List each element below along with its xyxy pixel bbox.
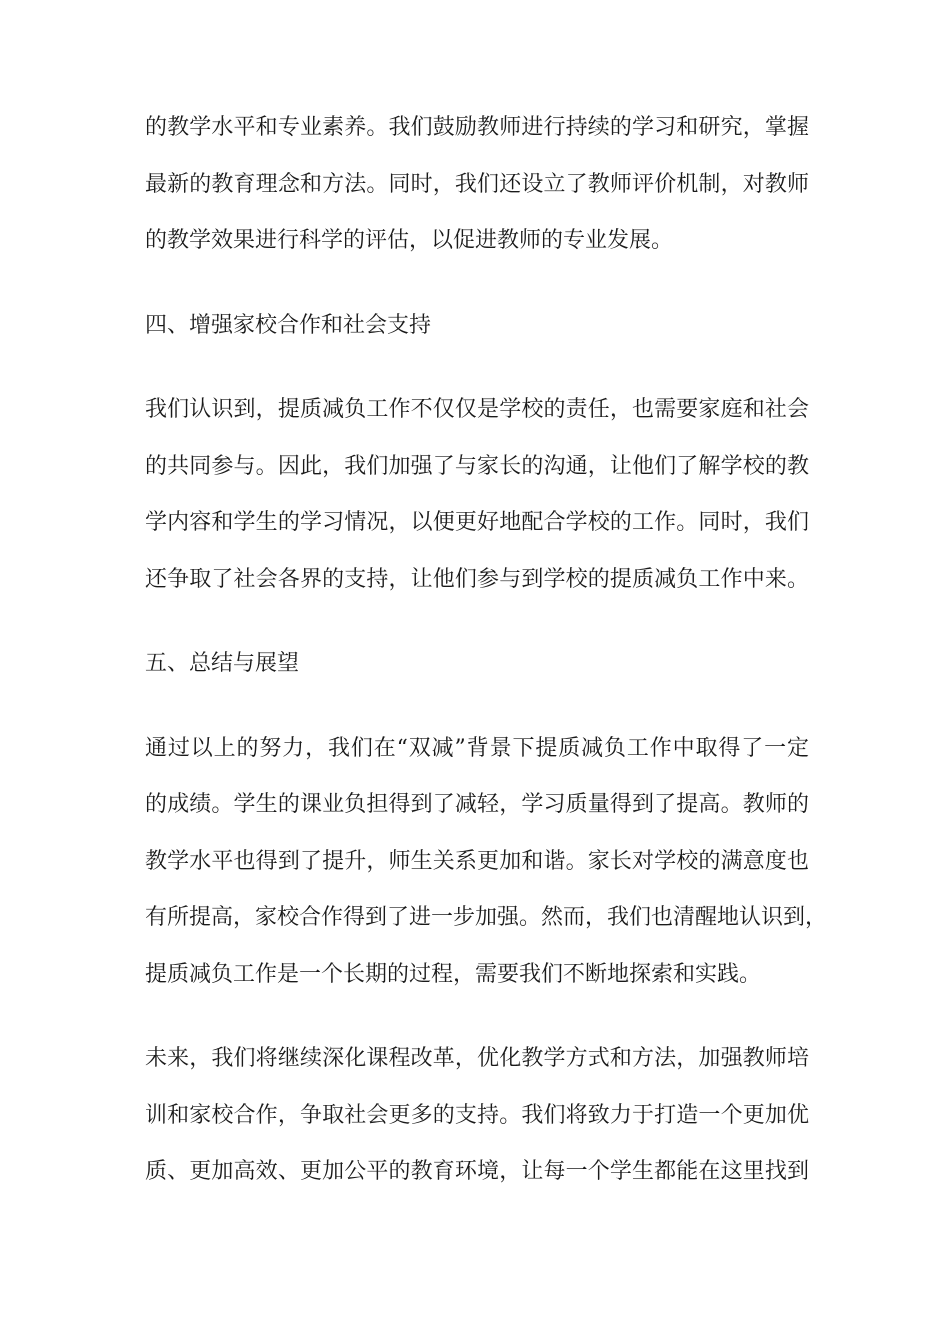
text-line: 提质减负工作是一个长期的过程，需要我们不断地探索和实践。: [145, 961, 762, 987]
text-line: 我们认识到，提质减负工作不仅仅是学校的责任，也需要家庭和社会: [145, 397, 809, 422]
section-heading-5: [145, 636, 809, 693]
paragraph-home-school-cooperation: [145, 382, 809, 608]
text-line: 学内容和学生的学习情况，以便更好地配合学校的工作。同时，我们: [145, 510, 809, 535]
paragraph-summary: [145, 721, 828, 1004]
text-line: 的教学水平和专业素养。我们鼓励教师进行持续的学习和研究，掌握: [145, 115, 809, 140]
text-line: 通过以上的努力，我们在“双减”背景下提质减负工作中取得了一定: [145, 735, 809, 761]
paragraph-teacher-development: [145, 100, 809, 270]
text-line: 还争取了社会各界的支持，让他们参与到学校的提质减负工作中来。: [145, 566, 809, 592]
document-body: [145, 100, 828, 1229]
text-line: 最新的教育理念和方法。同时，我们还设立了教师评价机制，对教师: [145, 171, 809, 197]
text-line: 训和家校合作，争取社会更多的支持。我们将致力于打造一个更加优: [145, 1102, 809, 1128]
text-line: 的成绩。学生的课业负担得到了减轻，学习质量得到了提高。教师的: [145, 792, 809, 817]
text-line: 的共同参与。因此，我们加强了与家长的沟通，让他们了解学校的教: [145, 453, 809, 479]
text-line: 有所提高，家校合作得到了进一步加强。然而，我们也清醒地认识到，: [145, 905, 828, 930]
text-line: 质、更加高效、更加公平的教育环境，让每一个学生都能在这里找到: [145, 1159, 809, 1184]
heading-text: 四、增强家校合作和社会支持: [145, 312, 432, 338]
paragraph-outlook: [145, 1031, 809, 1201]
text-line: 教学水平也得到了提升，师生关系更加和谐。家长对学校的满意度也: [145, 848, 809, 874]
text-line: 的教学效果进行科学的评估，以促进教师的专业发展。: [145, 228, 674, 253]
text-line: 未来，我们将继续深化课程改革，优化教学方式和方法，加强教师培: [145, 1046, 809, 1071]
heading-text: 五、总结与展望: [145, 651, 300, 676]
section-heading-4: [145, 298, 809, 355]
